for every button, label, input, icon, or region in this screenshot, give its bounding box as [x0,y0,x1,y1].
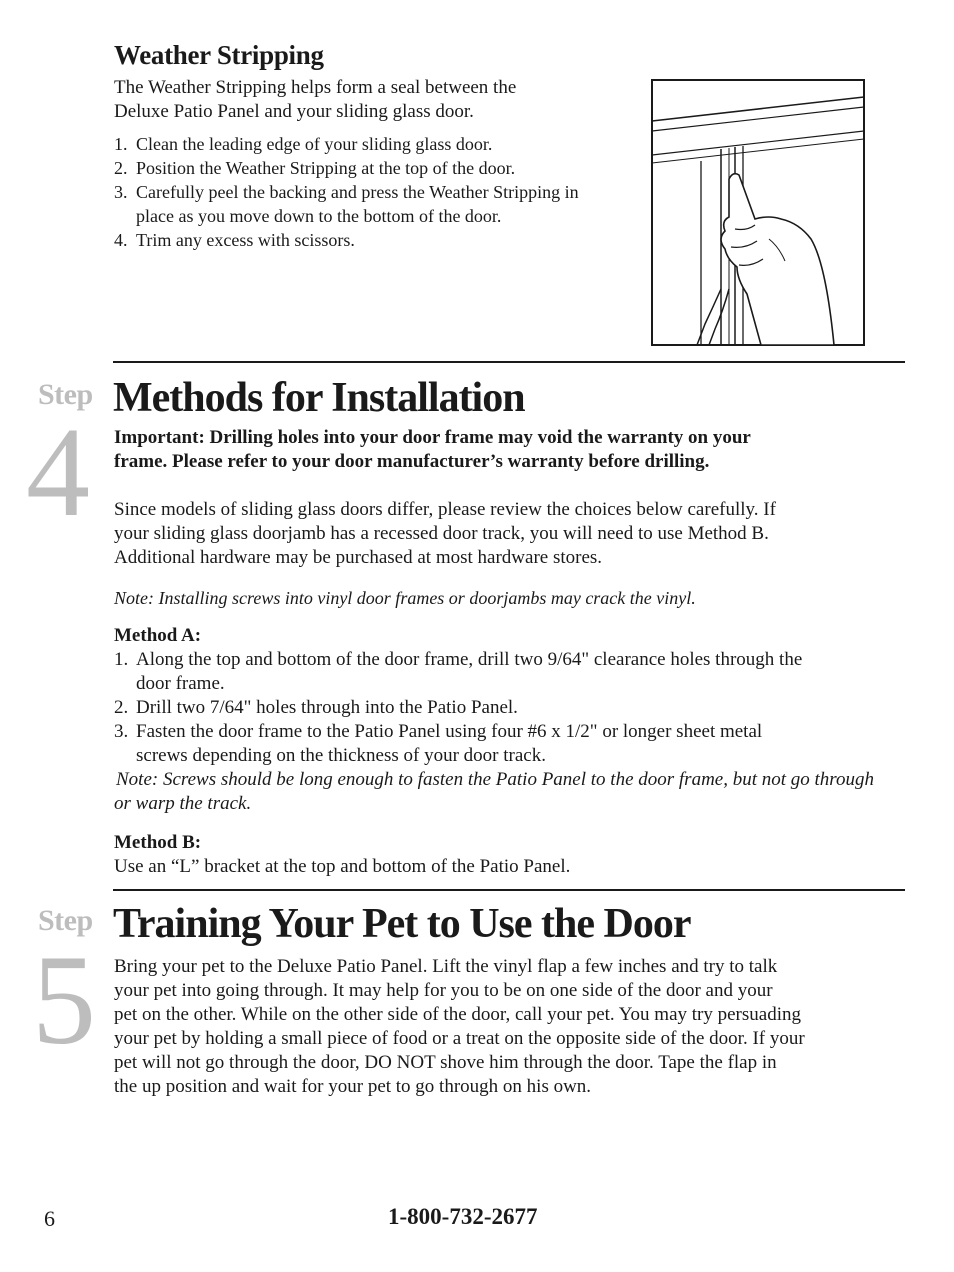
list-item-text: Clean the leading edge of your sliding glass door. [136,134,493,154]
list-item [114,648,914,696]
paragraph-line: the up position and wait for your pet to go through on his own. [114,1076,592,1097]
paragraph-line: Bring your pet to the Deluxe Patio Panel. Lift the vinyl flap a few inches and try to talk [114,956,778,977]
screw-note [116,768,874,816]
list-item-text: Along the top and bottom of the door frame, drill two 9/64" clearance holes through the [136,649,803,670]
page-number: 6 [44,1206,55,1231]
weather-intro [114,76,516,124]
step-number: 4 [26,401,90,543]
hand-pressing-weather-stripping-illustration [651,79,865,346]
method-a-list [114,648,914,768]
list-item-text-continued: place as you move down to the bottom of the door. [136,206,502,226]
vinyl-note: Note: Installing screws into vinyl door frames or doorjambs may crack the vinyl. [114,588,696,608]
list-item-text: Trim any excess with scissors. [136,230,355,250]
list-item-text-continued: door frame. [136,673,225,694]
list-item-number: 1. [114,134,128,154]
phone-number: 1-800-732-2677 [388,1204,538,1229]
note-line: or warp the track. [114,793,252,814]
list-item [114,720,914,768]
list-item-text: Position the Weather Stripping at the top of the door. [136,158,516,178]
weather-intro-line: Deluxe Patio Panel and your sliding glass door. [114,101,474,122]
weather-steps-list [114,132,644,252]
list-item-number: 1. [114,649,129,670]
paragraph-line: your pet into going through. It may help for you to be on one side of the door and your [114,980,773,1001]
important-notice [114,426,751,474]
list-item-number: 2. [114,697,129,718]
list-item-text: Fasten the door frame to the Patio Panel using four #6 x 1/2" or longer sheet metal [136,721,763,742]
list-item [114,156,644,180]
list-item-number: 3. [114,182,128,202]
list-item-number: 2. [114,158,128,178]
installation-paragraph [114,498,776,570]
paragraph-line: pet will not go through the door, DO NOT shove him through the door. Tape the flap in [114,1052,777,1073]
paragraph-line: Additional hardware may be purchased at most hardware stores. [114,547,603,568]
list-item-number: 4. [114,230,128,250]
method-b-text: Use an “L” bracket at the top and bottom of the Patio Panel. [114,856,571,877]
method-a-heading: Method A: [114,625,202,646]
section-title: Training Your Pet to Use the Door [113,901,691,947]
method-b-heading: Method B: [114,832,202,853]
section-divider [113,889,905,891]
paragraph-line: pet on the other. While on the other side of the door, call your pet. You may try persuading [114,1004,801,1025]
note-line: Note: Screws should be long enough to fasten the Patio Panel to the door frame, but not go through [116,769,874,790]
paragraph-line: your pet by holding a small piece of food or a treat on the opposite side of the door. If your [114,1028,805,1049]
paragraph-line: Since models of sliding glass doors differ, please review the choices below carefully. If [114,499,776,520]
paragraph-line: your sliding glass doorjamb has a recessed door track, you will need to use Method B. [114,523,769,544]
important-notice-line: frame. Please refer to your door manufacturer’s warranty before drilling. [114,451,710,472]
step-label: Step [38,904,93,937]
weather-stripping-heading: Weather Stripping [114,40,324,70]
section-divider [113,361,905,363]
list-item [114,228,644,252]
step-label: Step [38,378,93,411]
step-number: 5 [32,929,96,1071]
list-item-text: Carefully peel the backing and press the Weather Stripping in [136,182,579,202]
weather-intro-line: The Weather Stripping helps form a seal between the [114,77,517,98]
training-paragraph [114,955,805,1099]
list-item [114,696,914,720]
list-item-text: Drill two 7/64" holes through into the Patio Panel. [136,697,518,718]
important-notice-line: Important: Drilling holes into your door frame may void the warranty on your [114,427,751,448]
section-title: Methods for Installation [113,375,525,421]
list-item-number: 3. [114,721,129,742]
list-item [114,132,644,156]
list-item [114,180,644,228]
list-item-text-continued: screws depending on the thickness of your door track. [136,745,546,766]
